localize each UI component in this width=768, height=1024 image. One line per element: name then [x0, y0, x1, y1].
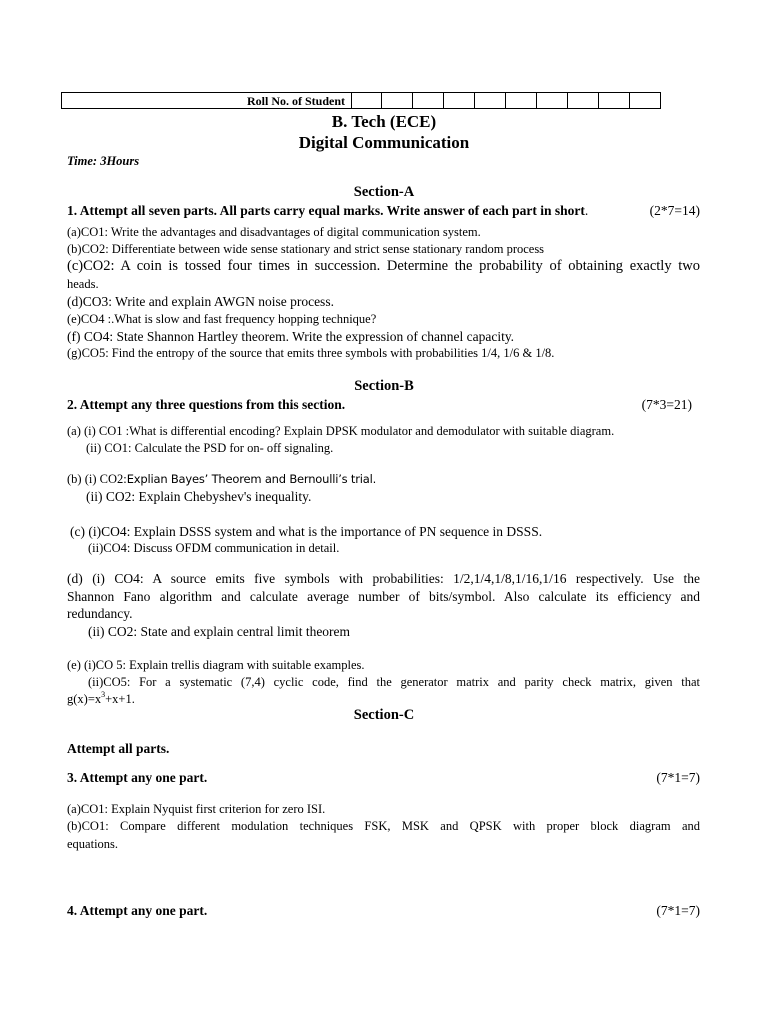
roll-number-cell	[381, 93, 412, 108]
question-1b: (b)CO2: Differentiate between wide sense stationary and strict sense stationary random process	[67, 242, 545, 256]
question-4-marks: (7*1=7)	[656, 903, 700, 918]
subject-title: Digital Communication	[298, 133, 470, 152]
question-3b-line2: equations.	[67, 837, 119, 851]
section-a-instruction-dot: .	[584, 203, 589, 218]
question-2e-ii-line1: (ii)CO5: For a systematic (7,4) cyclic code, find the generator matrix and parity check matrix, given that	[88, 675, 700, 689]
section-b-title: Section-B	[354, 378, 414, 394]
section-a-marks: (2*7=14)	[649, 203, 700, 218]
question-2d-i-line3: redundancy.	[67, 606, 133, 621]
roll-number-cell	[598, 93, 629, 108]
section-c-title: Section-C	[353, 707, 415, 723]
question-2b-ii: (ii) CO2: Explain Chebyshev's inequality.	[86, 489, 312, 504]
question-2d-ii: (ii) CO2: State and explain central limit theorem	[88, 624, 351, 639]
roll-number-cell	[412, 93, 443, 108]
roll-number-cell	[443, 93, 474, 108]
section-a-instruction-text: 1. Attempt all seven parts. All parts carry equal marks. Write answer of each part in short	[67, 203, 585, 218]
roll-number-cell	[567, 93, 598, 108]
generator-polynomial-a: g(x)=x	[67, 692, 102, 706]
roll-number-cell	[505, 93, 536, 108]
question-1c-line1: (c)CO2: A coin is tossed four times in succession. Determine the probability of obtaining exactly two	[67, 258, 700, 274]
question-2e-ii-line2	[67, 691, 700, 708]
roll-number-cell	[474, 93, 505, 108]
question-2d-i-line1: (d) (i) CO4: A source emits five symbols with probabilities: 1/2,1/4,1/8,1/16,1/16 respectively. Use the	[67, 571, 700, 586]
question-3-header	[67, 769, 700, 786]
course-title: B. Tech (ECE)	[331, 112, 437, 131]
question-2b-i	[67, 471, 700, 488]
section-b-instruction	[67, 396, 700, 413]
roll-number-cell	[629, 93, 660, 108]
question-3b-line1: (b)CO1: Compare different modulation techniques FSK, MSK and QPSK with proper block diagram and	[67, 819, 700, 833]
question-1f: (f) CO4: State Shannon Hartley theorem. Write the expression of channel capacity.	[67, 329, 515, 344]
question-1c-line2: heads.	[67, 277, 99, 291]
roll-number-label: Roll No. of Student	[246, 94, 345, 108]
exam-time: Time: 3Hours	[67, 154, 140, 168]
question-3-instruction: 3. Attempt any one part.	[67, 770, 208, 785]
section-c-attempt-all: Attempt all parts.	[67, 741, 170, 756]
question-2a-i: (a) (i) CO1 :What is differential encoding? Explain DPSK modulator and demodulator with suitable diagram.	[67, 424, 615, 438]
question-1a: (a)CO1: Write the advantages and disadvantages of digital communication system.	[67, 225, 481, 239]
question-2b-i-text: Explian Bayes’ Theorem and Bernoulli’s trial.	[126, 472, 377, 486]
question-3a: (a)CO1: Explain Nyquist first criterion for zero ISI.	[67, 802, 326, 816]
section-b-instruction-text: 2. Attempt any three questions from this section.	[67, 397, 346, 412]
question-2c-i: (c) (i)CO4: Explain DSSS system and what is the importance of PN sequence in DSSS.	[70, 524, 543, 539]
question-2a-ii: (ii) CO1: Calculate the PSD for on- off signaling.	[86, 441, 334, 455]
section-b-marks: (7*3=21)	[641, 397, 692, 412]
question-4-instruction: 4. Attempt any one part.	[67, 903, 208, 918]
roll-number-cell	[536, 93, 567, 108]
section-a-instruction	[67, 202, 700, 219]
question-3-marks: (7*1=7)	[656, 770, 700, 785]
question-2b-i-prefix: (b) (i) CO2:	[67, 472, 127, 486]
question-2c-ii: (ii)CO4: Discuss OFDM communication in detail.	[88, 541, 340, 555]
generator-polynomial-exponent: 3	[101, 689, 106, 699]
question-1g: (g)CO5: Find the entropy of the source that emits three symbols with probabilities 1/4, 1/6 & 1/8.	[67, 346, 555, 360]
roll-number-cell	[351, 93, 381, 108]
question-1e: (e)CO4 :.What is slow and fast frequency hopping technique?	[67, 312, 377, 326]
roll-number-table	[61, 92, 661, 109]
question-2d-i-line2: Shannon Fano algorithm and calculate average number of bits/symbol. Also calculate its efficiency and	[67, 589, 700, 604]
question-1d: (d)CO3: Write and explain AWGN noise process.	[67, 294, 334, 309]
generator-polynomial-b: +x+1.	[105, 692, 135, 706]
question-4-header	[67, 902, 700, 919]
question-2e-i: (e) (i)CO 5: Explain trellis diagram with suitable examples.	[67, 658, 365, 672]
section-a-title: Section-A	[353, 184, 415, 200]
